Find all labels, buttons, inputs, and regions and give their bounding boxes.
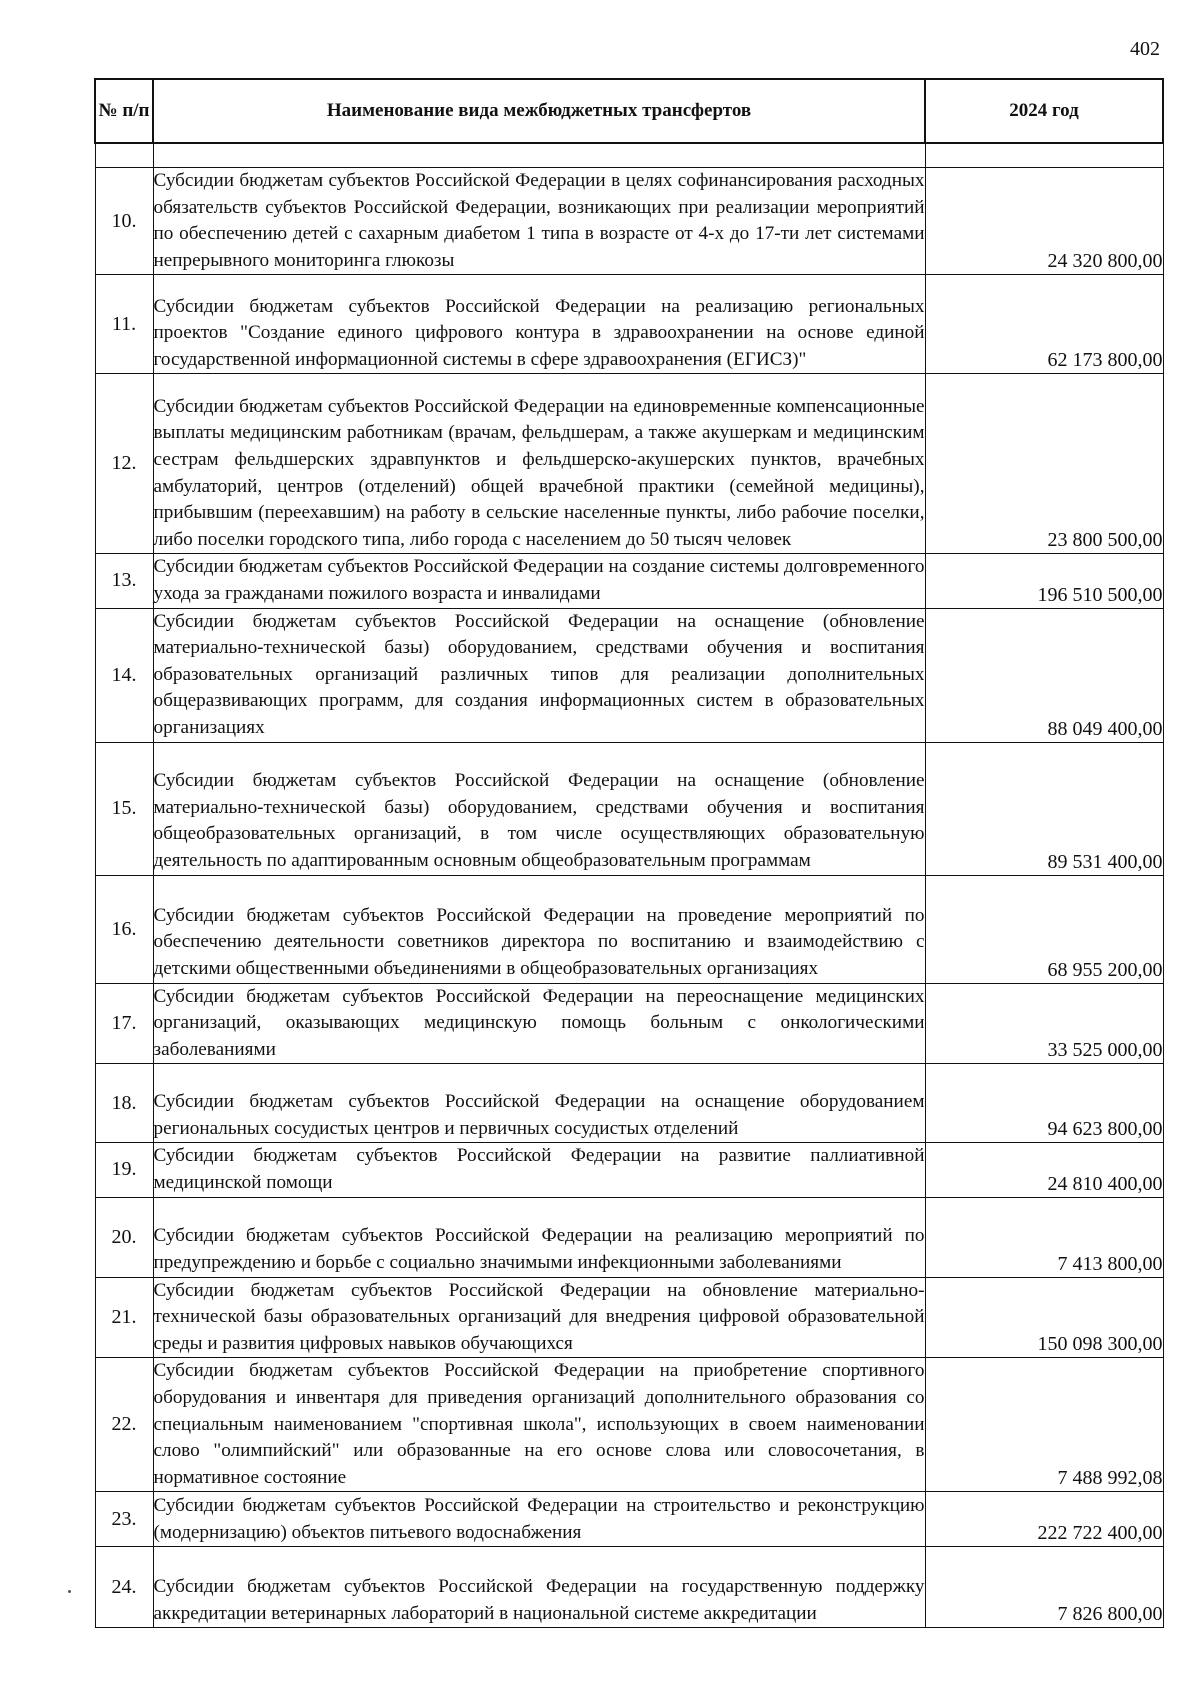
- table-row: [95, 1358, 1163, 1492]
- scan-dot: [68, 1590, 71, 1593]
- row-number: 12.: [95, 374, 153, 554]
- table-row: [95, 742, 1163, 875]
- row-amount: 7 826 800,00: [925, 1547, 1163, 1628]
- spacer-row: [95, 143, 1163, 168]
- table-row: [95, 168, 1163, 275]
- row-name: Субсидии бюджетам субъектов Российской Федерации на приобретение спортивного оборудования и инвентаря для приведения организаций дополнительного образования со специальным наименованием "спортивная школа", использующих в своем наименовании слово "олимпийский" или образованные на его основе слова или словосочетания, в нормативное состояние: [153, 1358, 925, 1492]
- table-header-row: [95, 79, 1163, 143]
- row-name: Субсидии бюджетам субъектов Российской Федерации на реализацию региональных проектов "Создание единого цифрового контура в здравоохранении на основе единой государственной информационной системы в сфере здравоохранения (ЕГИСЗ)": [153, 275, 925, 374]
- row-name: Субсидии бюджетам субъектов Российской Федерации на проведение мероприятий по обеспечению деятельности советников директора по воспитанию и взаимодействию с детскими общественными объединениями в общеобразовательных организациях: [153, 875, 925, 983]
- row-number: 23.: [95, 1492, 153, 1547]
- transfers-table: [94, 78, 1164, 1628]
- row-number: 21.: [95, 1277, 153, 1358]
- row-amount: 7 413 800,00: [925, 1197, 1163, 1277]
- row-name: Субсидии бюджетам субъектов Российской Федерации на реализацию мероприятий по предупреждению и борьбе с социально значимыми инфекционными заболеваниями: [153, 1197, 925, 1277]
- row-number: 15.: [95, 742, 153, 875]
- page-number: 402: [1130, 38, 1160, 60]
- table-row: [95, 983, 1163, 1064]
- row-name: Субсидии бюджетам субъектов Российской Федерации на переоснащение медицинских организаций, оказывающих медицинскую помощь больным с онкологическими заболеваниями: [153, 983, 925, 1064]
- header-name: Наименование вида межбюджетных трансфертов: [153, 79, 925, 143]
- row-number: 16.: [95, 875, 153, 983]
- row-amount: 94 623 800,00: [925, 1064, 1163, 1143]
- row-number: 22.: [95, 1358, 153, 1492]
- row-amount: 24 810 400,00: [925, 1143, 1163, 1197]
- row-name: Субсидии бюджетам субъектов Российской Федерации на обновление материально-технической базы образовательных организаций для внедрения цифровой образовательной среды и развития цифровых навыков обучающихся: [153, 1277, 925, 1358]
- row-name: Субсидии бюджетам субъектов Российской Федерации на единовременные компенсационные выплаты медицинским работникам (врачам, фельдшерам, а также акушеркам и медицинским сестрам фельдшерских здравпунктов и фельдшерско-акушерских пунктов, врачебных амбулаторий, центров (отделений) общей врачебной практики (семейной медицины), прибывшим (переехавшим) на работу в сельские населенные пункты, либо рабочие поселки, либо поселки городского типа, либо города с населением до 50 тысяч человек: [153, 374, 925, 554]
- table-row: [95, 275, 1163, 374]
- row-amount: 88 049 400,00: [925, 608, 1163, 742]
- table-row: [95, 1197, 1163, 1277]
- row-number: 24.: [95, 1547, 153, 1628]
- header-year: 2024 год: [925, 79, 1163, 143]
- table-row: [95, 875, 1163, 983]
- row-amount: 89 531 400,00: [925, 742, 1163, 875]
- header-number: № п/п: [95, 79, 153, 143]
- row-amount: 196 510 500,00: [925, 554, 1163, 608]
- row-name: Субсидии бюджетам субъектов Российской Федерации в целях софинансирования расходных обязательств субъектов Российской Федерации, возникающих при реализации мероприятий по обеспечению детей с сахарным диабетом 1 типа в возрасте от 4-х до 17-ти лет системами непрерывного мониторинга глюкозы: [153, 168, 925, 275]
- row-name: Субсидии бюджетам субъектов Российской Федерации на оснащение оборудованием региональных сосудистых центров и первичных сосудистых отделений: [153, 1064, 925, 1143]
- row-amount: 33 525 000,00: [925, 983, 1163, 1064]
- table-row: [95, 554, 1163, 608]
- row-name: Субсидии бюджетам субъектов Российской Федерации на оснащение (обновление материально-технической базы) оборудованием, средствами обучения и воспитания общеобразовательных организаций, в том числе осуществляющих образовательную деятельность по адаптированным основным общеобразовательным программам: [153, 742, 925, 875]
- row-number: 13.: [95, 554, 153, 608]
- table-row: [95, 608, 1163, 742]
- table-row: [95, 1064, 1163, 1143]
- table-row: [95, 1143, 1163, 1197]
- table-row: [95, 1492, 1163, 1547]
- row-number: 17.: [95, 983, 153, 1064]
- row-amount: 222 722 400,00: [925, 1492, 1163, 1547]
- row-number: 10.: [95, 168, 153, 275]
- row-name: Субсидии бюджетам субъектов Российской Федерации на государственную поддержку аккредитации ветеринарных лабораторий в национальной системе аккредитации: [153, 1547, 925, 1628]
- row-number: 20.: [95, 1197, 153, 1277]
- row-amount: 68 955 200,00: [925, 875, 1163, 983]
- row-amount: 7 488 992,08: [925, 1358, 1163, 1492]
- table-row: [95, 1547, 1163, 1628]
- row-number: 11.: [95, 275, 153, 374]
- table-row: [95, 374, 1163, 554]
- row-amount: 62 173 800,00: [925, 275, 1163, 374]
- table-row: [95, 1277, 1163, 1358]
- row-name: Субсидии бюджетам субъектов Российской Федерации на развитие паллиативной медицинской помощи: [153, 1143, 925, 1197]
- row-name: Субсидии бюджетам субъектов Российской Федерации на строительство и реконструкцию (модернизацию) объектов питьевого водоснабжения: [153, 1492, 925, 1547]
- row-amount: 150 098 300,00: [925, 1277, 1163, 1358]
- row-name: Субсидии бюджетам субъектов Российской Федерации на создание системы долговременного ухода за гражданами пожилого возраста и инвалидами: [153, 554, 925, 608]
- row-number: 18.: [95, 1064, 153, 1143]
- row-number: 14.: [95, 608, 153, 742]
- row-name: Субсидии бюджетам субъектов Российской Федерации на оснащение (обновление материально-технической базы) оборудованием, средствами обучения и воспитания образовательных организаций различных типов для реализации дополнительных общеразвивающих программ, для создания информационных систем в образовательных организациях: [153, 608, 925, 742]
- row-amount: 23 800 500,00: [925, 374, 1163, 554]
- row-number: 19.: [95, 1143, 153, 1197]
- row-amount: 24 320 800,00: [925, 168, 1163, 275]
